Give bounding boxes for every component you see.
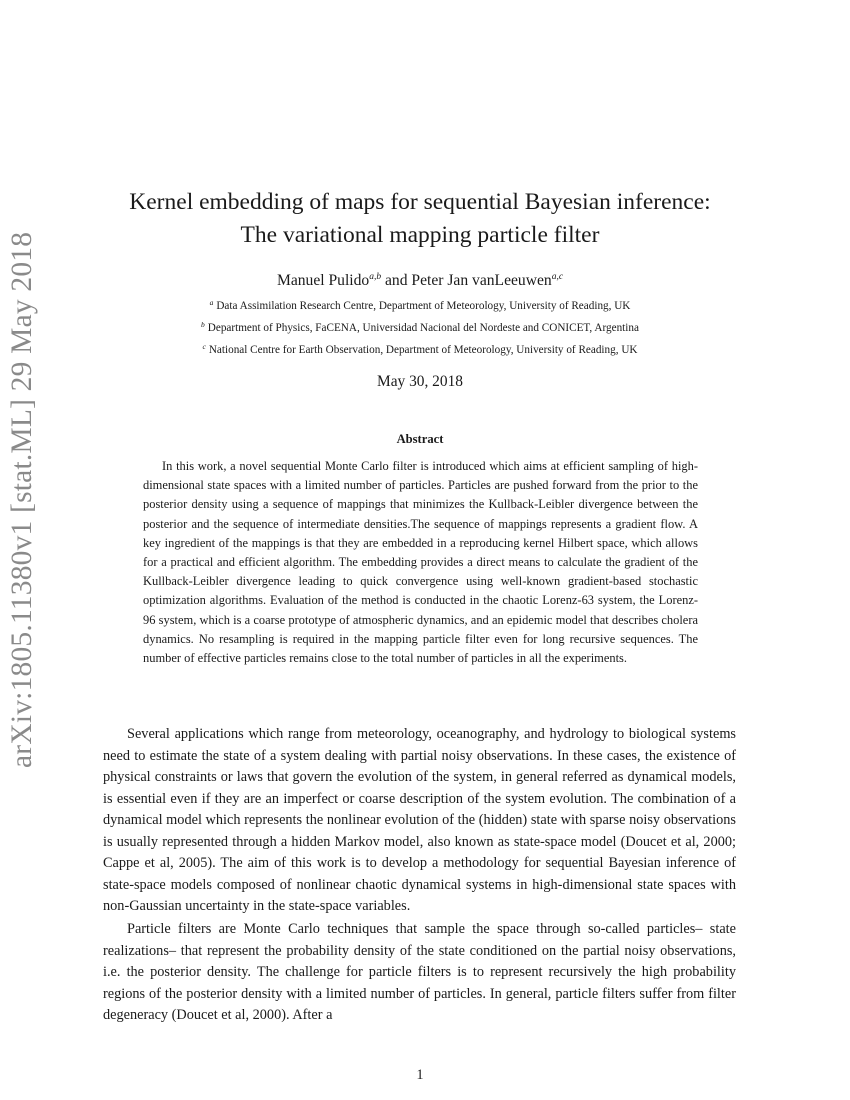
- arxiv-identifier-stamp: arXiv:1805.11380v1 [stat.ML] 29 May 2018: [6, 231, 38, 768]
- paper-title: [100, 186, 740, 252]
- affiliation-c: [100, 342, 740, 358]
- abstract-text: In this work, a novel sequential Monte Carlo filter is introduced which aims at efficient sampling of high-dimensional state spaces with a limited number of particles. Particles are pushed forward from the prior to the posterior density using a sequence of mappings that minimizes the Kullback-Leibler divergence between the posterior and the sequence of intermediate densities.The sequence of mappings represents a gradient flow. A key ingredient of the mappings is that they are embedded in a reproducing kernel Hilbert space, which allows for a practical and efficient algorithm. The embedding provides a direct means to calculate the gradient of the Kullback-Leibler divergence leading to quick convergence using well-known gradient-based stochastic optimization algorithms. Evaluation of the method is conducted in the chaotic Lorenz-63 system, the Lorenz-96 system, which is a coarse prototype of atmospheric dynamics, and an epidemic model that describes cholera dynamics. No resampling is required in the mapping particle filter even for long recursive sequences. The number of effective particles remains close to the total number of particles in all the experiments.: [143, 459, 698, 666]
- publication-date: May 30, 2018: [377, 373, 463, 390]
- title-line-2: The variational mapping particle filter: [240, 222, 600, 248]
- affiliation-text: Department of Physics, FaCENA, Universidad Nacional del Nordeste and CONICET, Argentina: [207, 322, 639, 334]
- author-name: Peter Jan vanLeeuwen: [411, 272, 552, 289]
- page-number: 1: [416, 1067, 424, 1083]
- affiliation-b: [100, 320, 740, 336]
- title-line-1: Kernel embedding of maps for sequential Bayesian inference:: [129, 189, 711, 215]
- affiliation-text: Data Assimilation Research Centre, Department of Meteorology, University of Reading, UK: [216, 300, 631, 312]
- affiliation-mark: c: [202, 342, 206, 351]
- abstract-heading: Abstract: [396, 432, 444, 446]
- main-body: [103, 724, 736, 1028]
- affiliation-text: National Centre for Earth Observation, Department of Meteorology, University of Reading, UK: [208, 344, 638, 356]
- body-paragraph: Several applications which range from meteorology, oceanography, and hydrology to biological systems need to estimate the state of a system dealing with partial noisy observations. In these cases, the existence of physical constraints or laws that govern the evolution of the system, in general referred as dynamical models, is essential even if they are an imperfect or coarse description of the system evolution. The combination of a dynamical model which represents the nonlinear evolution of the (hidden) state with sparse noisy observations is usually represented through a hidden Markov model, also known as state-space model (Doucet et al, 2000; Cappe et al, 2005). The aim of this work is to develop a methodology for sequential Bayesian inference of state-space models composed of nonlinear chaotic dynamical systems in high-dimensional state spaces with non-Gaussian uncertainty in the state-space variables.: [103, 726, 736, 914]
- author-conjunction: and: [381, 272, 412, 289]
- body-paragraph: Particle filters are Monte Carlo techniques that sample the space through so-called particles– state realizations– that represent the probability density of the state conditioned on the partial noisy observations, i.e. the posterior density. The challenge for particle filters is to represent recursively the high probability regions of the posterior density with a limited number of particles. In general, particle filters suffer from filter degeneracy (Doucet et al, 2000). After a: [103, 921, 736, 1023]
- author-list: [100, 271, 740, 291]
- author-affiliation-marks: a,b: [369, 272, 382, 282]
- affiliation-mark: a: [209, 298, 214, 307]
- affiliation-a: [100, 298, 740, 314]
- author-affiliation-marks: a,c: [551, 272, 564, 282]
- author-name: Manuel Pulido: [276, 272, 370, 289]
- affiliation-mark: b: [201, 320, 205, 329]
